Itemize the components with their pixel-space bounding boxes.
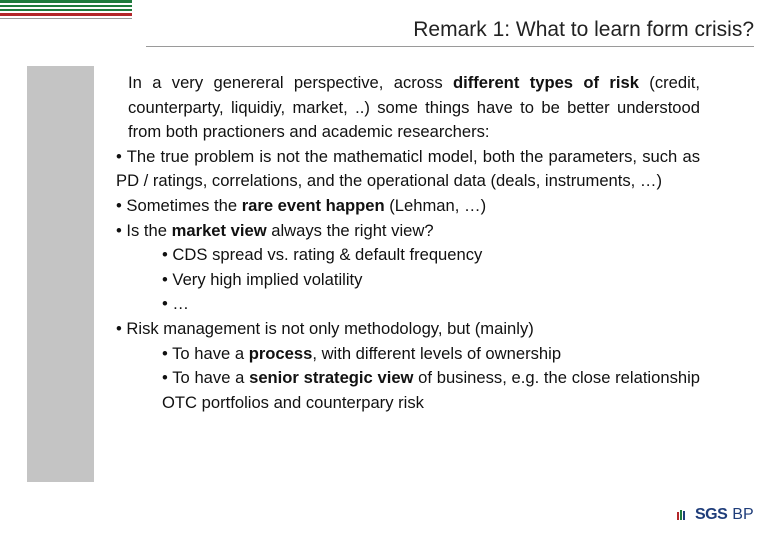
sub-bullet-strategic-bold: senior strategic view xyxy=(249,368,414,388)
sgs-swirl-icon xyxy=(676,508,690,522)
stripe-red xyxy=(0,13,132,16)
slide-body xyxy=(116,71,701,415)
sub-bullet-process-a: • To have a xyxy=(162,343,249,363)
intro-text-a: In a very genereral perspective, across xyxy=(128,73,453,92)
bullet-rare-event-a: • Sometimes the xyxy=(116,195,242,215)
intro-text-bold: different types of risk xyxy=(452,73,639,92)
sub-bullet-volatility: • Very high implied volatility xyxy=(162,269,363,289)
sidebar-panel xyxy=(27,66,94,482)
bullet-rare-event xyxy=(116,194,700,219)
company-logo xyxy=(676,506,754,524)
stripe-green-3 xyxy=(0,9,132,11)
title-divider xyxy=(146,46,754,47)
sub-bullet-strategic-b: of business, e.g. the close relationship OTC portfolios and counterpary risk xyxy=(162,368,701,412)
bullet-model xyxy=(116,145,700,194)
logo-sgs-text: SGS xyxy=(695,506,728,523)
bullet-rare-event-bold: rare event happen xyxy=(241,195,385,215)
logo-bp-text: BP xyxy=(732,506,754,523)
bullet-market-view-a: • Is the xyxy=(116,220,172,240)
sub-bullet-ellipsis: • … xyxy=(162,294,190,314)
stripe-green-2 xyxy=(0,5,132,7)
sub-bullet-cds: • CDS spread vs. rating & default frequency xyxy=(162,245,483,265)
bullet-model-text: • The true problem is not the mathematicl model, both the parameters, such as PD / ratings, correlations, and the operational data (deals, instruments, …) xyxy=(116,146,700,191)
bullet-rare-event-b: (Lehman, …) xyxy=(384,195,487,215)
bullet-market-view xyxy=(116,219,700,244)
bullet-market-view-bold: market view xyxy=(171,220,267,240)
sub-bullet-strategic-view xyxy=(162,366,700,415)
slide-title: Remark 1: What to learn form crisis? xyxy=(413,18,754,41)
sub-bullet-process-bold: process xyxy=(248,343,313,363)
intro-paragraph xyxy=(128,71,700,145)
stripe-gray xyxy=(0,18,132,19)
sub-bullet-strategic-a: • To have a xyxy=(162,368,250,388)
sub-bullet-process-b: , with different levels of ownership xyxy=(312,343,562,363)
stripe-green-1 xyxy=(0,0,132,3)
sub-bullet-process xyxy=(162,342,700,367)
bullet-risk-management: • Risk management is not only methodology, but (mainly) xyxy=(116,318,534,338)
intro-text-b: (credit, counterparty, liquidiy, market, ..) some things have to be better understood from both practioners and academic researchers: xyxy=(128,73,700,142)
bullet-market-view-b: always the right view? xyxy=(266,220,434,240)
